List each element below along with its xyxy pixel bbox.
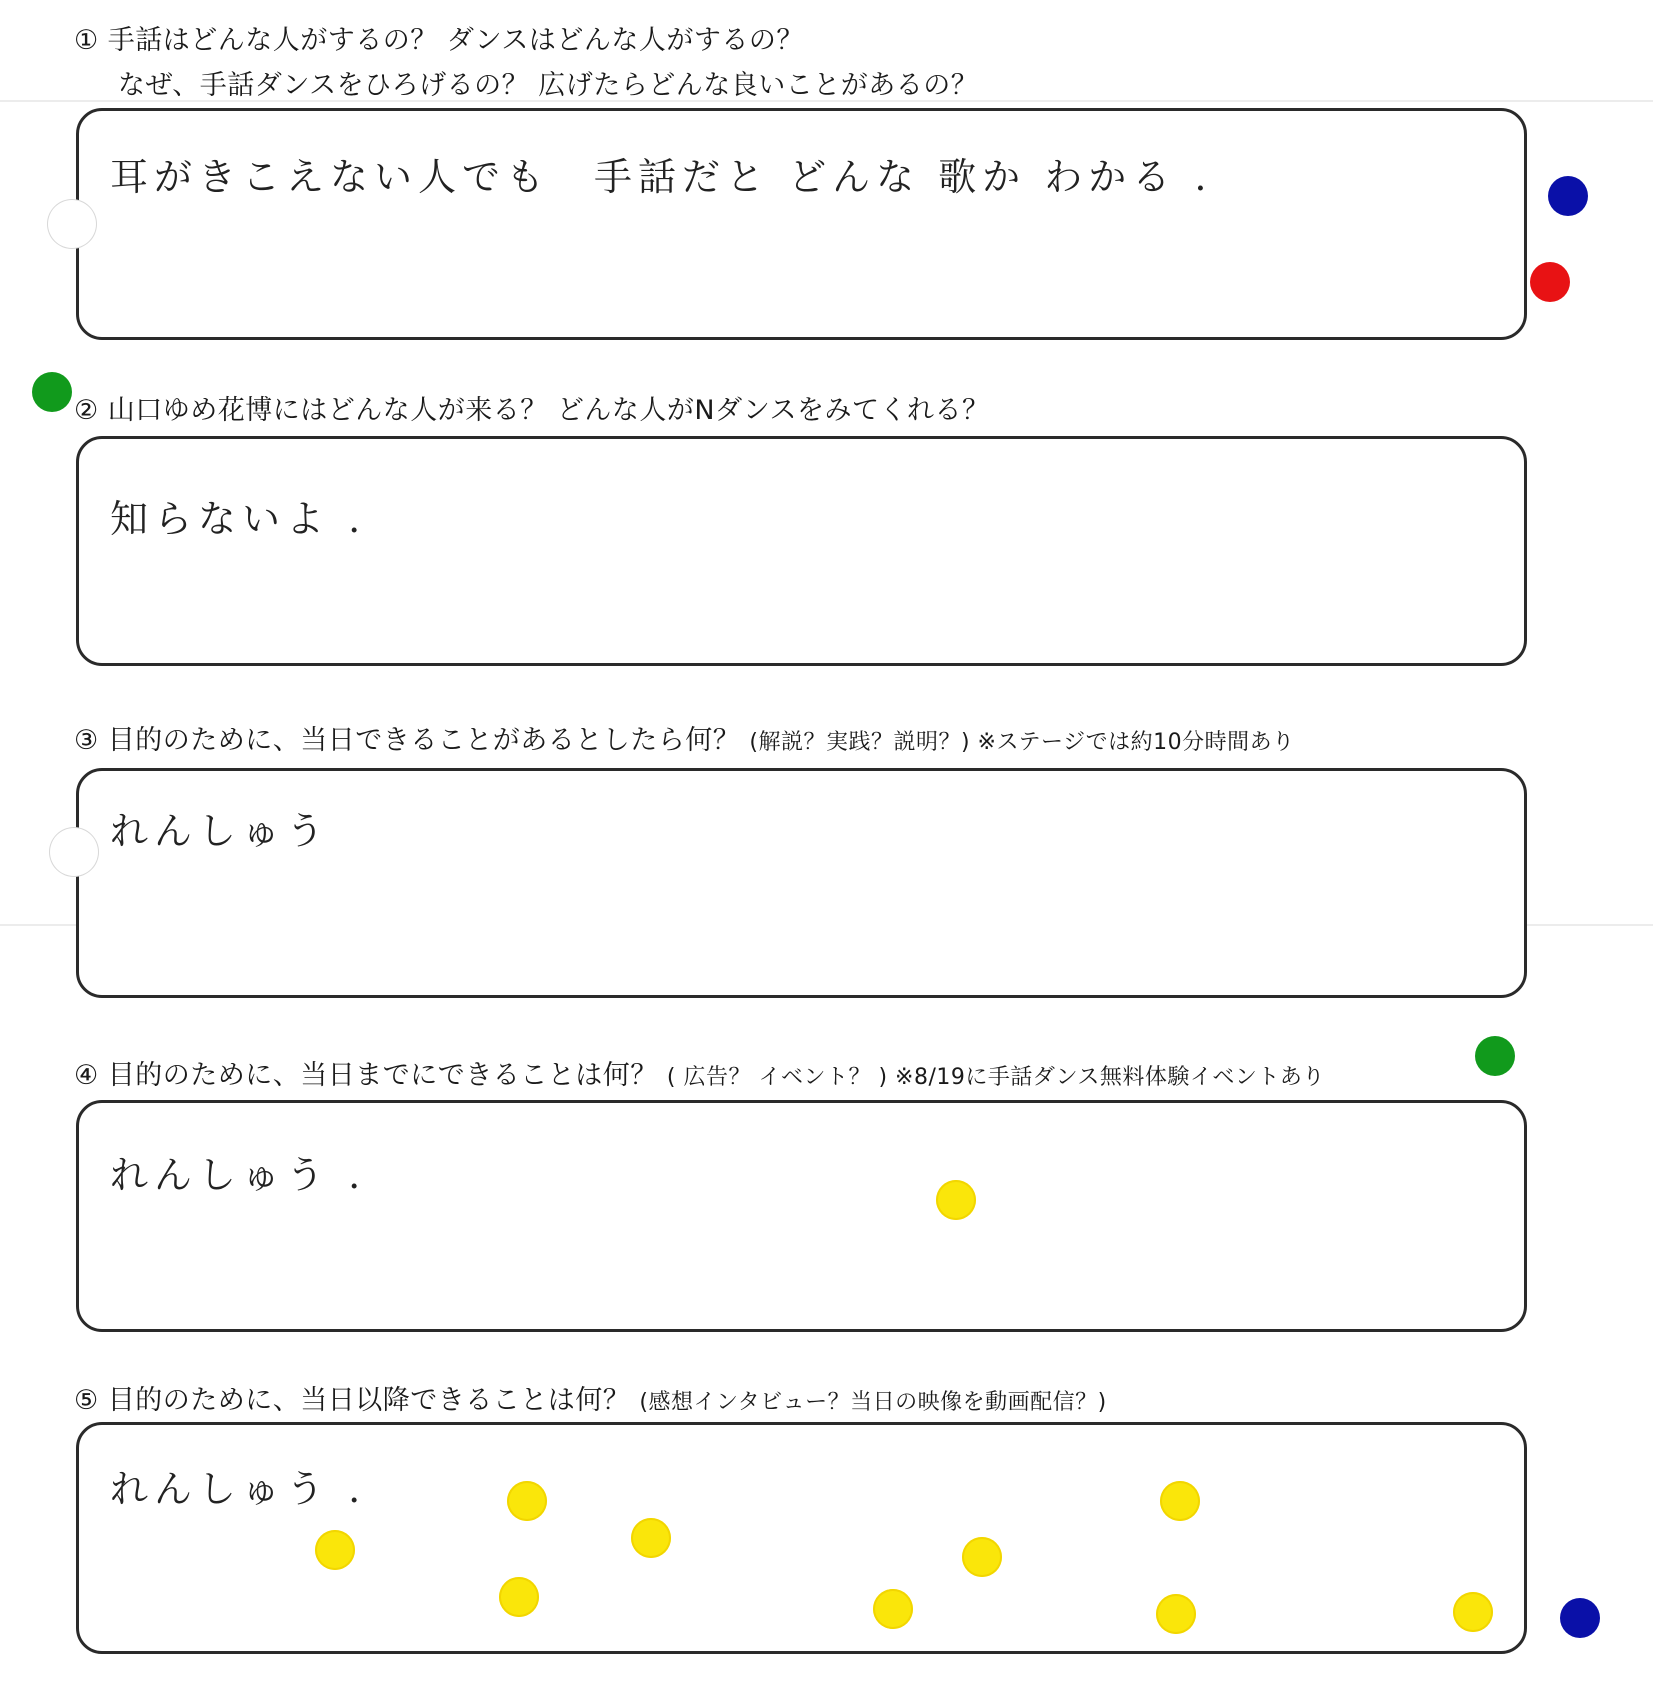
yellow-sticker-dot [499, 1577, 539, 1617]
yellow-sticker-dot [962, 1537, 1002, 1577]
question-1-line-1: ① 手話はどんな人がするの？ ダンスはどんな人がするの？ [74, 25, 804, 56]
question-3 [74, 718, 1295, 757]
question-2: ② 山口ゆめ花博にはどんな人が来る？ どんな人がNダンスをみてくれる？ [74, 395, 990, 426]
answer-2-handwriting: 知らないよ . [110, 497, 367, 541]
green-sticker-dot [32, 372, 72, 412]
red-sticker-dot [1530, 262, 1570, 302]
question-4-note: ( 広告？ イベント？ ) ※8/19に手話ダンス無料体験イベントあり [666, 1065, 1325, 1090]
question-4 [74, 1053, 1325, 1092]
blue-sticker-dot [1548, 176, 1588, 216]
question-1-line-2: なぜ、手話ダンスをひろげるの？ 広げたらどんな良いことがあるの？ [118, 70, 979, 101]
yellow-sticker-dot [1156, 1594, 1196, 1634]
yellow-sticker-dot [631, 1518, 671, 1558]
answer-box-2[interactable] [76, 436, 1527, 666]
yellow-sticker-dot [873, 1589, 913, 1629]
question-3-note: (解説？実践？説明？) ※ステージでは約10分時間あり [749, 730, 1295, 755]
question-5-text: ⑤ 目的のために、当日以降できることは何？ [74, 1385, 631, 1416]
answer-box-5[interactable] [76, 1422, 1527, 1654]
punch-hole [48, 200, 96, 248]
yellow-sticker-dot [936, 1180, 976, 1220]
answer-4-handwriting: れんしゅう . [110, 1153, 367, 1197]
question-4-text: ④ 目的のために、当日までにできることは何？ [74, 1060, 658, 1091]
yellow-sticker-dot [315, 1530, 355, 1570]
question-5 [74, 1378, 1107, 1417]
question-5-note: (感想インタビュー？当日の映像を動画配信？) [639, 1390, 1107, 1415]
green-sticker-dot [1475, 1036, 1515, 1076]
answer-3-handwriting: れんしゅう [110, 809, 331, 853]
answer-box-1[interactable] [76, 108, 1527, 340]
answer-5-handwriting: れんしゅう . [110, 1467, 367, 1511]
answer-1-handwriting: 耳がきこえない人でも 手話だと どんな 歌か わかる . [110, 155, 1213, 199]
yellow-sticker-dot [507, 1481, 547, 1521]
question-3-text: ③ 目的のために、当日できることがあるとしたら何？ [74, 725, 741, 756]
yellow-sticker-dot [1453, 1592, 1493, 1632]
punch-hole [50, 828, 98, 876]
answer-box-4[interactable] [76, 1100, 1527, 1332]
blue-sticker-dot [1560, 1598, 1600, 1638]
yellow-sticker-dot [1160, 1481, 1200, 1521]
